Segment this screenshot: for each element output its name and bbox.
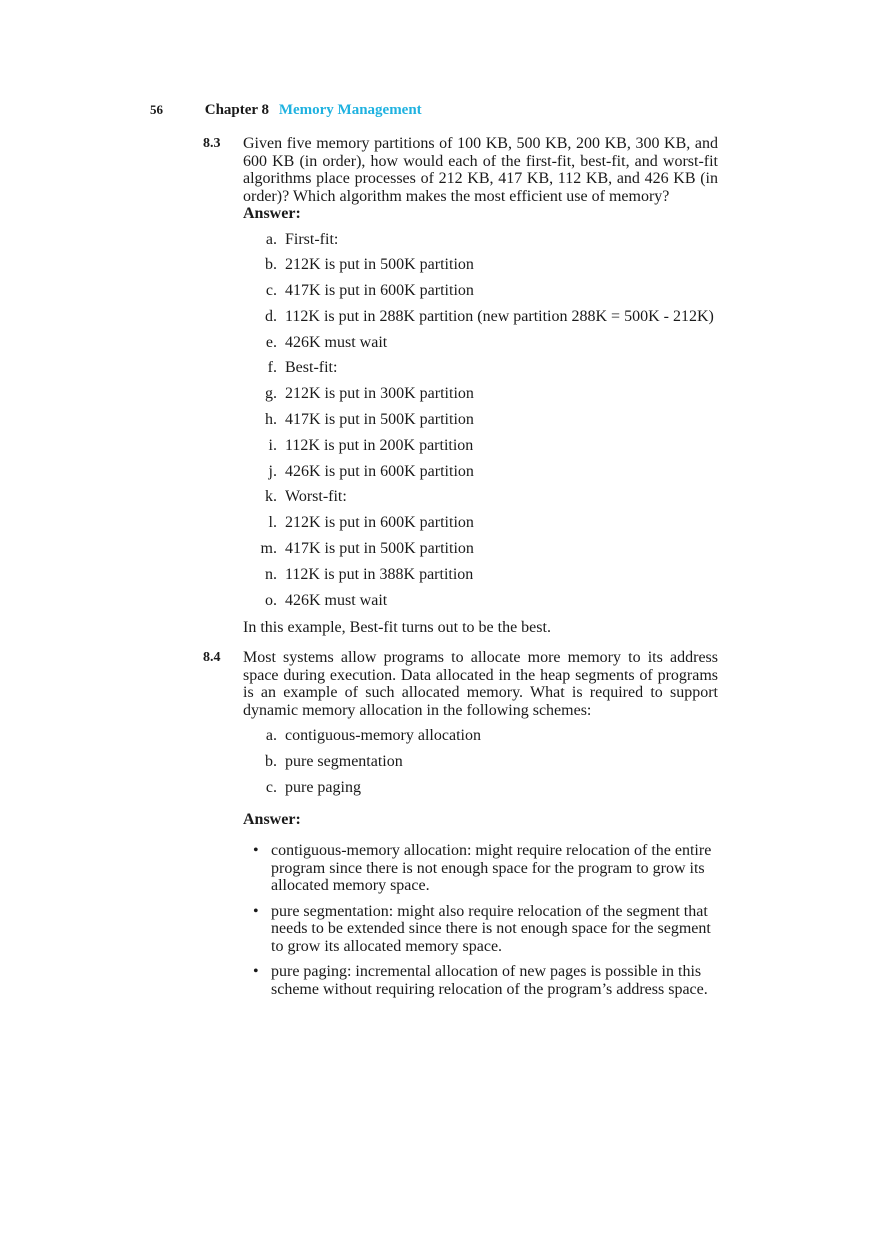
answer-list — [243, 227, 718, 614]
bullet-icon: • — [253, 902, 259, 920]
list-item-text: 112K is put in 200K partition — [285, 436, 474, 454]
list-item — [243, 330, 718, 356]
list-item-letter: n. — [265, 565, 277, 583]
list-item-letter: d. — [265, 307, 277, 325]
chapter-title: Memory Management — [278, 102, 422, 118]
list-item-text: 112K is put in 288K partition (new partition 288K = 500K - 212K) — [285, 307, 714, 325]
list-item-letter: j. — [268, 462, 277, 480]
list-item-letter: i. — [268, 436, 277, 454]
bullet-icon: • — [253, 963, 259, 981]
list-item — [243, 723, 718, 749]
answer-label: Answer: — [243, 205, 301, 222]
problem-8-3 — [203, 135, 718, 637]
list-item-letter: a. — [265, 230, 277, 248]
bullet-icon: • — [253, 842, 259, 860]
list-item — [243, 459, 718, 485]
list-item-letter: f. — [267, 359, 277, 377]
list-item-letter: a. — [265, 727, 277, 745]
list-item — [243, 562, 718, 588]
list-item — [243, 252, 718, 278]
bullet-item — [249, 903, 718, 956]
list-item-letter: h. — [265, 411, 277, 429]
list-item — [243, 304, 718, 330]
list-item-text: First-fit: — [285, 230, 339, 248]
problem-question: Most systems allow programs to allocate more memory to its address space during execution. Data allocated in the heap segments of programs is an example of such allocated memory. What is required to support dynamic memory allocation in the following schemes: — [243, 649, 718, 719]
bullet-text: pure segmentation: might also require relocation of the segment that needs to be extended since there is not enough space for the segment to grow its allocated memory space. — [271, 902, 711, 955]
list-item — [243, 775, 718, 801]
list-item-text: 417K is put in 600K partition — [285, 282, 474, 300]
list-item-text: 426K must wait — [285, 591, 388, 609]
list-item-text: 212K is put in 600K partition — [285, 514, 474, 532]
list-item-text: 417K is put in 500K partition — [285, 540, 474, 558]
list-item — [243, 484, 718, 510]
list-item-letter: c. — [265, 779, 277, 797]
list-item — [243, 749, 718, 775]
scheme-list — [243, 723, 718, 800]
list-item — [243, 536, 718, 562]
bullet-item — [249, 963, 718, 998]
bullet-text: contiguous-memory allocation: might require relocation of the entire program since there is not enough space for the program to grow its allocated memory space. — [271, 842, 712, 895]
list-item-letter: g. — [265, 385, 277, 403]
running-header — [150, 100, 710, 120]
list-item-text: pure segmentation — [285, 753, 403, 771]
list-item-letter: b. — [265, 256, 277, 274]
list-item-letter: o. — [265, 591, 277, 609]
list-item — [243, 381, 718, 407]
list-item — [243, 588, 718, 614]
list-item-text: contiguous-memory allocation — [285, 727, 481, 745]
list-item-text: Best-fit: — [285, 359, 338, 377]
bullet-item — [249, 842, 718, 895]
list-item — [243, 355, 718, 381]
list-item-letter: b. — [265, 753, 277, 771]
list-item-letter: k. — [265, 488, 277, 506]
list-item-text: 112K is put in 388K partition — [285, 565, 474, 583]
list-item-text: 212K is put in 500K partition — [285, 256, 474, 274]
list-item-letter: l. — [268, 514, 277, 532]
list-item — [243, 433, 718, 459]
chapter-label: Chapter 8 — [204, 102, 270, 118]
page-content — [203, 135, 718, 1006]
list-item — [243, 227, 718, 253]
list-item-text: pure paging — [285, 779, 361, 797]
list-item-letter: c. — [265, 282, 277, 300]
list-item-letter: m. — [260, 540, 277, 558]
list-item-text: 212K is put in 300K partition — [285, 385, 474, 403]
list-item-text: 417K is put in 500K partition — [285, 411, 474, 429]
bullet-text: pure paging: incremental allocation of new pages is possible in this scheme without requiring relocation of the program’s address space. — [271, 963, 708, 998]
answer-label: Answer: — [243, 810, 301, 828]
list-item-text: 426K is put in 600K partition — [285, 462, 474, 480]
page-number: 56 — [150, 102, 163, 117]
problem-number: 8.4 — [203, 650, 221, 666]
list-item-text: Worst-fit: — [285, 488, 347, 506]
list-item-text: 426K must wait — [285, 333, 388, 351]
list-item — [243, 510, 718, 536]
problem-question: Given five memory partitions of 100 KB, 500 KB, 200 KB, 300 KB, and 600 KB (in order), how would each of the first-fit, best-fit, and worst-fit algorithms place processes of 212 KB, 417 KB, 112 KB, and 426 KB (in order)? Which algorithm makes the most efficient use of memory? — [243, 135, 718, 205]
problem-number: 8.3 — [203, 136, 221, 151]
answer-bullets — [243, 842, 718, 998]
answer-conclusion: In this example, Best-fit turns out to be the best. — [243, 619, 551, 637]
list-item — [243, 407, 718, 433]
list-item-letter: e. — [265, 333, 277, 351]
list-item — [243, 278, 718, 304]
problem-8-4 — [203, 649, 718, 998]
